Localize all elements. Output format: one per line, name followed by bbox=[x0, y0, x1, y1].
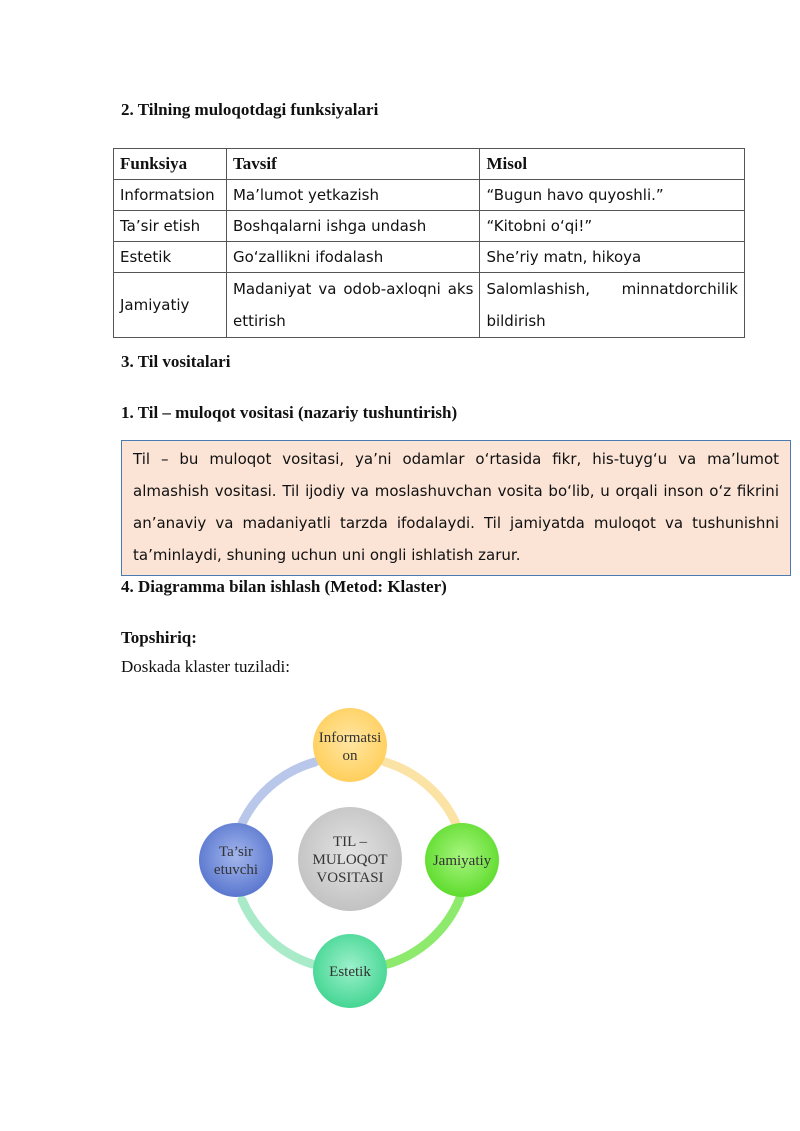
cluster-bottom-label: Estetik bbox=[329, 964, 371, 980]
cluster-arc-top-right bbox=[385, 762, 458, 828]
cell-tavsif-line1: Madaniyat va odob-axloqni aks bbox=[232, 280, 474, 298]
cluster-left-label-1: Ta’sir bbox=[219, 844, 253, 860]
cell-misol: “Bugun havo quyoshli.” bbox=[480, 180, 745, 211]
functions-table bbox=[113, 148, 745, 338]
cluster-arc-right-bottom bbox=[388, 898, 460, 964]
cluster-left-label-2: etuvchi bbox=[213, 862, 259, 878]
table-row bbox=[114, 211, 745, 242]
cell-misol: “Kitobni o‘qi!” bbox=[480, 211, 745, 242]
table-row bbox=[114, 180, 745, 211]
table-header-row bbox=[114, 149, 745, 180]
cluster-top-label-2: on bbox=[342, 748, 358, 764]
cell-tavsif: Boshqalarni ishga undash bbox=[226, 211, 479, 242]
cluster-arc-left-top bbox=[240, 762, 315, 828]
cell-funksiya: Estetik bbox=[114, 242, 227, 273]
cluster-diagram bbox=[190, 700, 520, 1020]
cell-misol-line1: Salomlashish, minnatdorchilik bbox=[486, 280, 738, 298]
table-row bbox=[114, 273, 745, 338]
cell-funksiya: Informatsion bbox=[114, 180, 227, 211]
definition-box: Til – bu muloqot vositasi, ya’ni odamlar o‘rtasida fikr, his-tuyg‘u va ma’lumot almashish vositasi. Til ijodiy va moslashuvchan vosita bo‘lib, u orqali inson o‘z fikrini an’anaviy va madaniyatli tarzda ifodalaydi. Til jamiyatda muloqot va tushunishni ta’minlaydi, shuning uchun uni ongli ishlatish zarur. bbox=[121, 440, 791, 576]
task-heading: Topshiriq: bbox=[121, 628, 197, 647]
cluster-center-label-2: MULOQOT bbox=[312, 852, 388, 868]
header-misol: Misol bbox=[480, 149, 745, 180]
task-text: Doskada klaster tuziladi: bbox=[121, 657, 291, 676]
cell-funksiya: Jamiyatiy bbox=[114, 273, 227, 338]
cluster-center-label-1: TIL – bbox=[332, 834, 368, 850]
cluster-arc-bottom-left bbox=[242, 900, 312, 964]
header-tavsif: Tavsif bbox=[226, 149, 479, 180]
header-funksiya: Funksiya bbox=[114, 149, 227, 180]
cell-funksiya: Ta’sir etish bbox=[114, 211, 227, 242]
cell-tavsif-line2: ettirish bbox=[232, 312, 286, 330]
cell-tavsif: Go‘zallikni ifodalash bbox=[226, 242, 479, 273]
table-row bbox=[114, 242, 745, 273]
cell-misol-line2: bildirish bbox=[486, 312, 546, 330]
cell-tavsif: Ma’lumot yetkazish bbox=[226, 180, 479, 211]
cluster-center-label-3: VOSITASI bbox=[316, 870, 384, 886]
section-4-heading: 4. Diagramma bilan ishlash (Metod: Klaster) bbox=[121, 577, 447, 596]
cell-misol bbox=[480, 273, 745, 338]
cluster-node-tasir-etuvchi bbox=[199, 823, 273, 897]
cell-tavsif bbox=[226, 273, 479, 338]
cluster-top-label-1: Informatsi bbox=[318, 730, 382, 746]
section-2-heading: 2. Tilning muloqotdagi funksiyalari bbox=[121, 100, 379, 119]
cluster-right-label: Jamiyatiy bbox=[432, 853, 492, 869]
section-3-heading: 3. Til vositalari bbox=[121, 352, 231, 371]
cell-misol: She’riy matn, hikoya bbox=[480, 242, 745, 273]
subsection-1-heading: 1. Til – muloqot vositasi (nazariy tushuntirish) bbox=[121, 403, 458, 422]
